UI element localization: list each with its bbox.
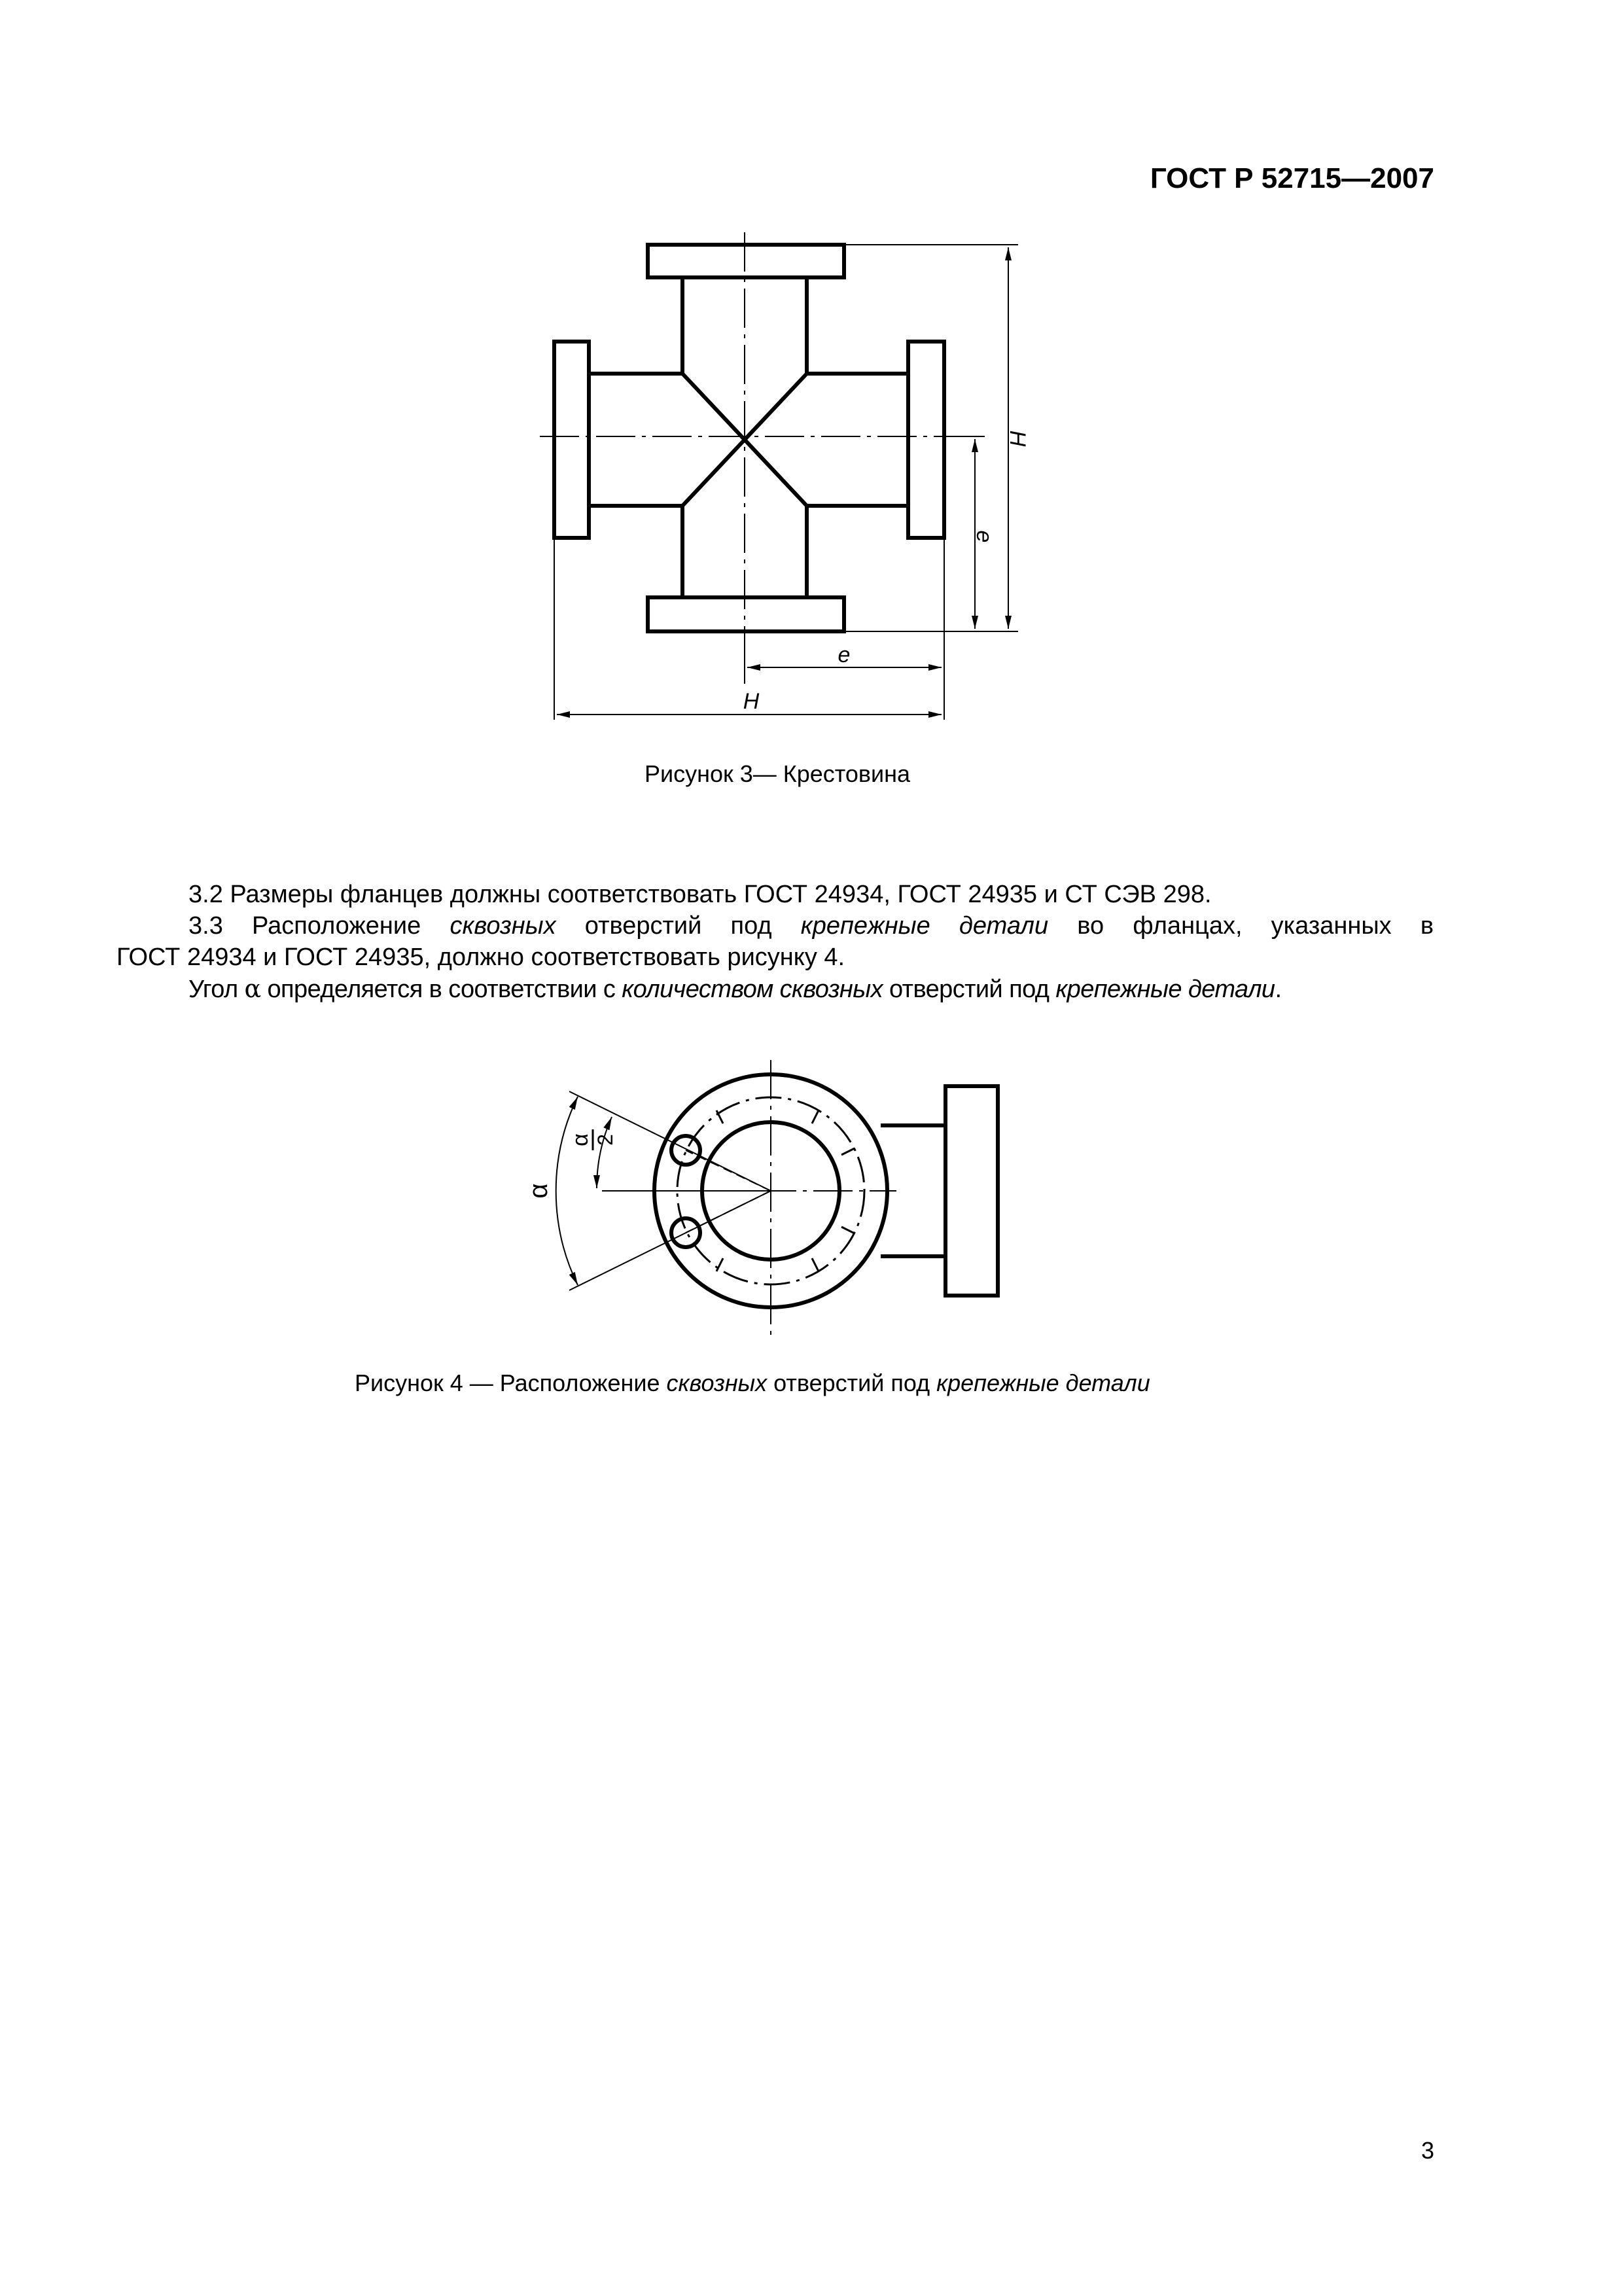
angle-arc-half-alpha <box>597 1117 612 1188</box>
dim-label-H-horizontal: H <box>743 689 760 714</box>
half-alpha-numerator: α <box>568 1133 593 1146</box>
half-alpha-denominator: 2 <box>593 1134 617 1146</box>
dim-label-e-horizontal: e <box>838 643 851 667</box>
alpha-label: α <box>524 1183 553 1199</box>
bolt-tick <box>716 1258 723 1271</box>
paragraph-angle: Угол α определяется в соответствии с количеством сквозных отверстий под крепежные детали. <box>188 974 1282 1003</box>
bolt-tick <box>812 1258 819 1271</box>
angle-arc-alpha <box>556 1097 578 1285</box>
bolt-tick <box>841 1227 855 1233</box>
document-header: ГОСТ Р 52715—2007 <box>1150 162 1434 194</box>
side-flange <box>945 1086 998 1296</box>
figure-3-caption: Рисунок 3— Крестовина <box>644 760 911 787</box>
angle-extension-line <box>569 1191 771 1290</box>
paragraph-3-3-line2: ГОСТ 24934 и ГОСТ 24935, должно соответствовать рисунку 4. <box>116 944 845 971</box>
dim-label-e-vertical: e <box>972 530 997 543</box>
page-number: 3 <box>1421 2137 1434 2164</box>
paragraph-3-2: 3.2 Размеры фланцев должны соответствовать ГОСТ 24934, ГОСТ 24935 и СТ СЭВ 298. <box>188 881 1212 908</box>
bolt-tick <box>812 1110 819 1123</box>
dim-label-H-vertical: H <box>1005 430 1030 447</box>
bolt-tick <box>841 1148 855 1155</box>
alpha-symbol: α <box>244 974 261 1003</box>
figure-4-caption: Рисунок 4 — Расположение сквозных отверстий под крепежные детали <box>355 1369 1150 1396</box>
paragraph-3-3: 3.3 Расположение сквозных отверстий под крепежные детали во фланцах, указанных в <box>188 912 1434 940</box>
